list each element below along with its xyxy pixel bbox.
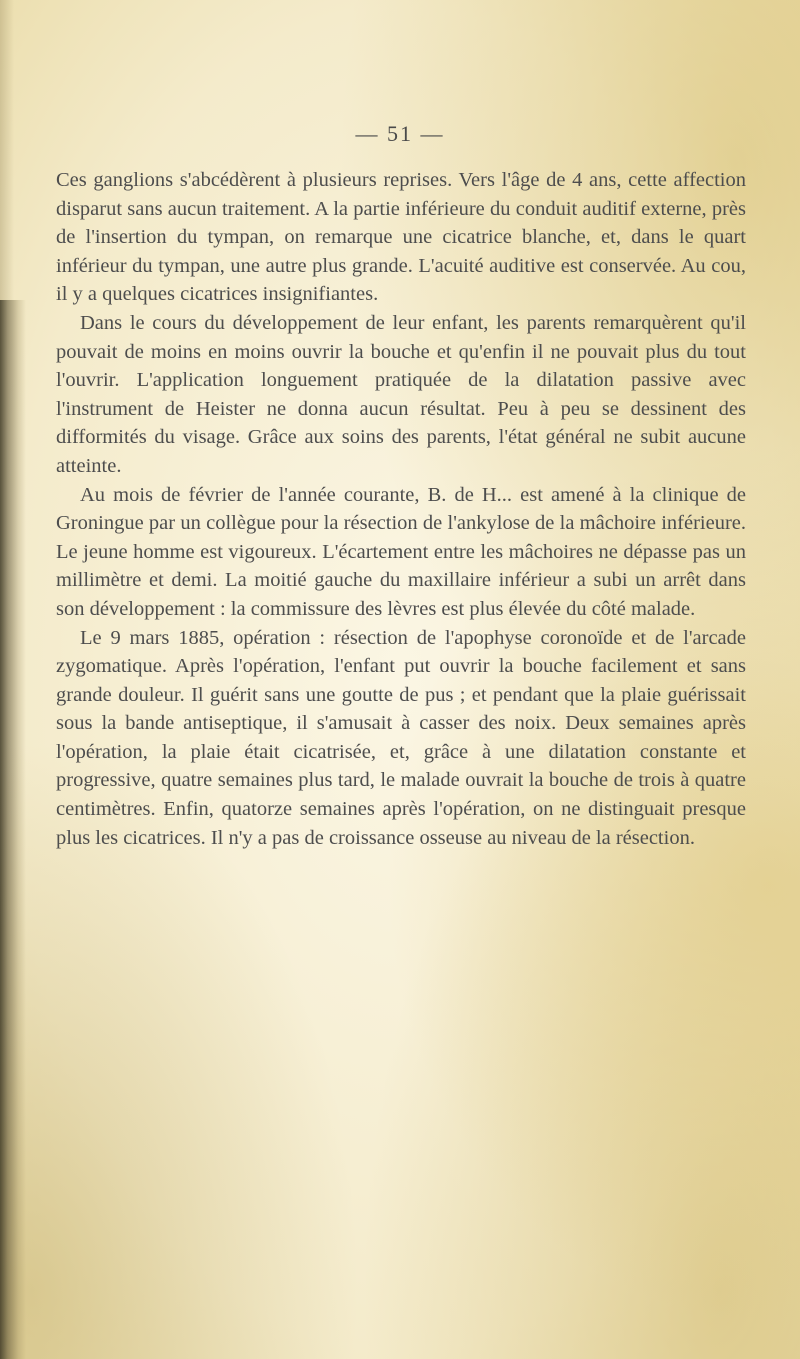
paragraph-2: Dans le cours du développement de leur enfant, les parents remarquèrent qu'il pouvait de moins en moins ouvrir la bouche et qu'enfin il ne pouvait plus du tout l'ouvrir. L'application longuement pratiquée de la dilatation passive avec l'instrument de Heister ne donna aucun résultat. Peu à peu se dessinent des difformités du visage. Grâce aux soins des parents, l'état général ne subit aucune atteinte. (56, 311, 746, 477)
binding-shadow-top (0, 0, 14, 300)
paragraph-3: Au mois de février de l'année courante, B. de H... est amené à la clinique de Groningue par un collègue pour la résection de l'ankylose de la mâchoire inférieure. Le jeune homme est vigoureux. L'écartement entre les mâchoires ne dépasse pas un millimètre et demi. La moitié gauche du maxillaire inférieur a subi un arrêt dans son développement : la commissure des lèvres est plus élevée du côté malade. (56, 483, 746, 620)
paragraph-4: Le 9 mars 1885, opération : résection de l'apophyse coronoïde et de l'arcade zygomatique. Après l'opération, l'enfant put ouvrir la bouche facilement et sans grande douleur. Il guérit sans une goutte de pus ; et pendant que la plaie guérissait sous la bande antiseptique, il s'amusait à casser des noix. Deux semaines après l'opération, la plaie était cicatrisée, et, grâce à une dilatation constante et progressive, quatre semaines plus tard, le malade ouvrait la bouche de trois à quatre centimètres. Enfin, quatorze semaines après l'opération, on ne distinguait presque plus les cicatrices. Il n'y a pas de croissance osseuse au niveau de la résection. (56, 626, 746, 849)
page-number: — 51 — (355, 121, 445, 146)
binding-shadow (0, 300, 26, 1359)
body-text (56, 166, 746, 852)
paragraph-1: Ces ganglions s'abcédèrent à plusieurs reprises. Vers l'âge de 4 ans, cette affection disparut sans aucun traitement. A la partie inférieure du conduit auditif externe, près de l'insertion du tympan, on remarque une cicatrice blanche, et, dans le quart inférieur du tympan, une autre plus grande. L'acuité auditive est conservée. Au cou, il y a quelques cicatrices insignifiantes. (56, 169, 746, 306)
